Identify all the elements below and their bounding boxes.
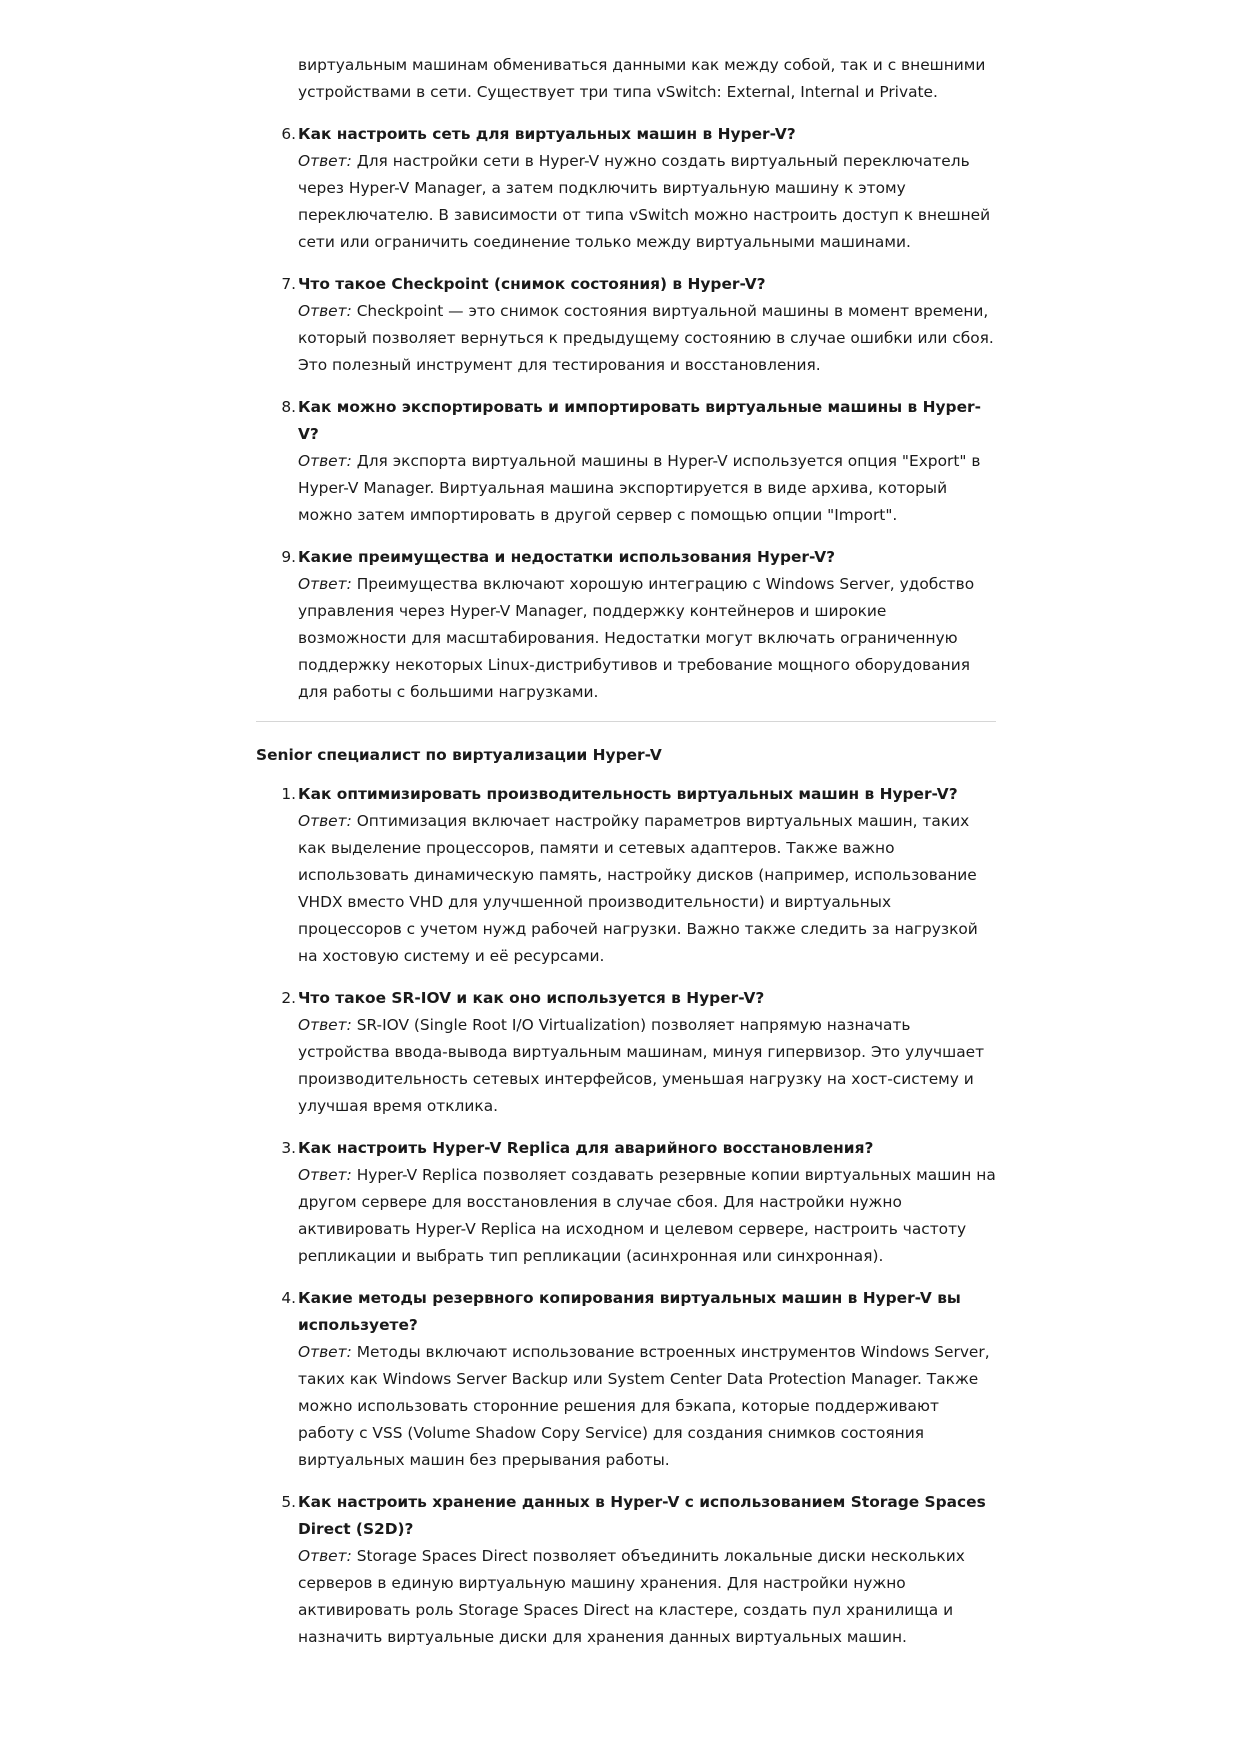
answer-label: Ответ: (298, 575, 352, 593)
answer-body: Оптимизация включает настройку параметров виртуальных машин, таких как выделение процессоров, памяти и сетевых адаптеров. Также важно использовать динамическую память, настройку дисков (например, использование VHDX вместо VHD для улучшенной производительности) и виртуальных процессоров с учетом нужд рабочей нагрузки. Важно также следить за нагрузкой на хостовую систему и её ресурсами. (298, 812, 978, 965)
answer-body: SR-IOV (Single Root I/O Virtualization) позволяет напрямую назначать устройства ввода-вывода виртуальным машинам, минуя гипервизор. Это улучшает производительность сетевых интерфейсов, уменьшая нагрузку на хост-систему и улучшая время отклика. (298, 1016, 985, 1115)
answer-text (298, 571, 996, 706)
item-number: 5. (281, 1493, 296, 1511)
answer-text (298, 298, 996, 379)
answer-body: Hyper-V Replica позволяет создавать резервные копии виртуальных машин на другом сервере для восстановления в случае сбоя. Для настройки нужно активировать Hyper-V Replica на исходном и целевом сервере, настроить частоту репликации и выбрать тип репликации (асинхронная или синхронная). (298, 1166, 996, 1265)
answer-text (298, 148, 996, 256)
answer-text (298, 448, 996, 529)
question-text: Какие преимущества и недостатки использования Hyper-V? (298, 548, 836, 566)
question-text: Что такое Checkpoint (снимок состояния) в Hyper-V? (298, 275, 766, 293)
list-item (256, 1489, 996, 1651)
answer-text (298, 1162, 996, 1270)
answer-label: Ответ: (298, 302, 352, 320)
section-divider (256, 721, 996, 722)
item-number: 6. (281, 125, 296, 143)
answer-label: Ответ: (298, 1016, 352, 1034)
question-list-senior (256, 781, 996, 1651)
question-text: Какие методы резервного копирования виртуальных машин в Hyper-V вы используете? (298, 1289, 961, 1334)
list-item (256, 1135, 996, 1270)
answer-body: Для настройки сети в Hyper-V нужно создать виртуальный переключатель через Hyper-V Manager, а затем подключить виртуальную машину к этому переключателю. В зависимости от типа vSwitch можно настроить доступ к внешней сети или ограничить соединение только между виртуальными машинами. (298, 152, 991, 251)
question-list-part1 (256, 121, 996, 706)
answer-label: Ответ: (298, 152, 352, 170)
item-number: 1. (281, 785, 296, 803)
question-text: Как оптимизировать производительность виртуальных машин в Hyper-V? (298, 785, 958, 803)
answer-text (298, 1339, 996, 1474)
question-text: Как настроить сеть для виртуальных машин в Hyper-V? (298, 125, 796, 143)
question-text: Что такое SR-IOV и как оно используется в Hyper-V? (298, 989, 765, 1007)
answer-text (298, 1012, 996, 1120)
answer-label: Ответ: (298, 452, 352, 470)
answer-text (298, 808, 996, 970)
item-number: 4. (281, 1289, 296, 1307)
answer-label: Ответ: (298, 812, 352, 830)
question-text: Как настроить хранение данных в Hyper-V с использованием Storage Spaces Direct (S2D)? (298, 1493, 986, 1538)
answer-text (298, 1543, 996, 1651)
answer-body: Преимущества включают хорошую интеграцию с Windows Server, удобство управления через Hyper-V Manager, поддержку контейнеров и широкие возможности для масштабирования. Недостатки могут включать ограниченную поддержку некоторых Linux-дистрибутивов и требование мощного оборудования для работы с большими нагрузками. (298, 575, 975, 701)
list-item (256, 1285, 996, 1474)
item-number: 8. (281, 398, 296, 416)
list-item (256, 985, 996, 1120)
item-number: 3. (281, 1139, 296, 1157)
list-item (256, 394, 996, 529)
list-item (256, 121, 996, 256)
answer-body: Для экспорта виртуальной машины в Hyper-V используется опция "Export" в Hyper-V Manager. Виртуальная машина экспортируется в виде архива, который можно затем импортировать в другой сервер с помощью опции "Import". (298, 452, 981, 524)
section-heading: Senior специалист по виртуализации Hyper-V (256, 746, 662, 764)
list-item (256, 781, 996, 970)
answer-label: Ответ: (298, 1343, 352, 1361)
item-number: 2. (281, 989, 296, 1007)
answer-label: Ответ: (298, 1547, 352, 1565)
item-number: 9. (281, 548, 296, 566)
list-item (256, 544, 996, 706)
list-item (256, 271, 996, 379)
answer-body: Checkpoint — это снимок состояния виртуальной машины в момент времени, который позволяет вернуться к предыдущему состоянию в случае ошибки или сбоя. Это полезный инструмент для тестирования и восстановления. (298, 302, 994, 374)
item-number: 7. (281, 275, 296, 293)
answer-body: Storage Spaces Direct позволяет объединить локальные диски нескольких серверов в единую виртуальную машину хранения. Для настройки нужно активировать роль Storage Spaces Direct на кластере, создать пул хранилища и назначить виртуальные диски для хранения данных виртуальных машин. (298, 1547, 965, 1646)
question-text: Как настроить Hyper-V Replica для аварийного восстановления? (298, 1139, 874, 1157)
answer-body: Методы включают использование встроенных инструментов Windows Server, таких как Windows Server Backup или System Center Data Protection Manager. Также можно использовать сторонние решения для бэкапа, которые поддерживают работу с VSS (Volume Shadow Copy Service) для создания снимков состояния виртуальных машин без прерывания работы. (298, 1343, 990, 1469)
lead-paragraph: виртуальным машинам обмениваться данными как между собой, так и с внешними устройствами в сети. Существует три типа vSwitch: External, Internal и Private. (298, 56, 986, 101)
answer-label: Ответ: (298, 1166, 352, 1184)
document-page (256, 52, 996, 1666)
question-text: Как можно экспортировать и импортировать виртуальные машины в Hyper-V? (298, 398, 981, 443)
